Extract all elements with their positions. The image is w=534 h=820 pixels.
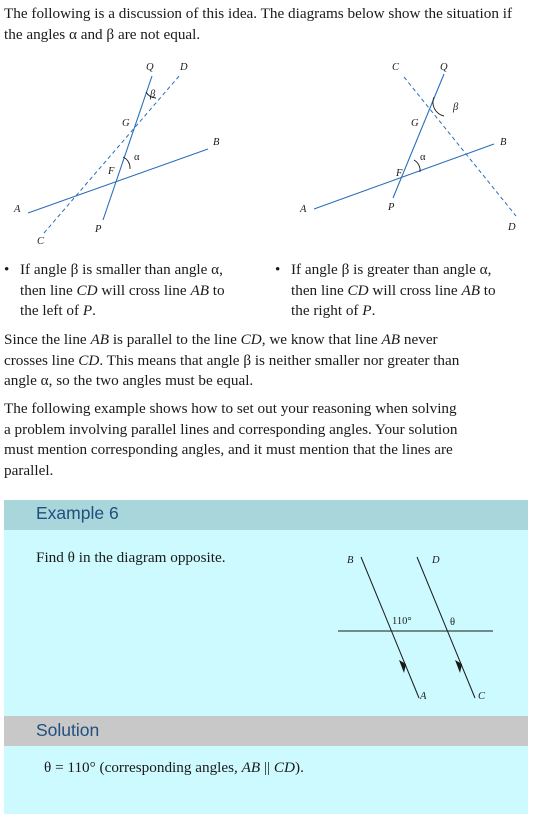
diagram-angles-smaller (0, 54, 262, 254)
solution-title: Solution (36, 720, 100, 740)
example-body (4, 530, 528, 716)
label-alpha: α (134, 152, 140, 163)
line-pq (103, 76, 152, 220)
label-b: B (500, 137, 507, 148)
label-c: C (37, 236, 45, 247)
label-a: A (14, 204, 21, 215)
label-beta: β (453, 102, 459, 113)
bullet-dot: • (275, 261, 281, 278)
bullet-line: If angle β is greater than angle α, (291, 261, 492, 278)
line-ab (28, 149, 208, 213)
label-a: A (420, 691, 427, 702)
solution-header (4, 716, 528, 746)
label-angle-110: 110° (392, 616, 412, 627)
bullet-greater: • If angle β is greater than angle α, then line CD will cross line AB to the right of P. (275, 261, 496, 319)
example-title: Example 6 (36, 503, 119, 523)
solution-text: θ = 110° (corresponding angles, AB || CD). (44, 759, 304, 776)
label-q: Q (440, 62, 448, 73)
label-theta: θ (450, 617, 456, 628)
line-ab (314, 144, 494, 209)
label-c: C (392, 62, 400, 73)
label-c: C (478, 691, 486, 702)
line-ab (361, 557, 419, 698)
bullet-line: If angle β is smaller than angle α, (20, 261, 223, 278)
solution-body (4, 746, 528, 814)
bullet-dot: • (4, 261, 10, 278)
label-g: G (122, 118, 130, 129)
label-beta: β (150, 89, 156, 100)
line-cd (44, 75, 180, 233)
example-question: Find θ in the diagram opposite. (36, 549, 226, 566)
arrow-cd (455, 660, 462, 673)
label-q: Q (146, 62, 154, 73)
diagram-angles-greater (272, 54, 534, 254)
label-p: P (388, 202, 395, 213)
label-p: P (95, 224, 102, 235)
label-f: F (108, 166, 115, 177)
label-f: F (396, 168, 403, 179)
angle-beta-arc (433, 97, 444, 116)
example-diagram (4, 530, 528, 716)
line-pq (393, 74, 444, 198)
arrow-ab (399, 660, 406, 673)
label-d: D (180, 62, 188, 73)
line-cd (417, 557, 475, 698)
label-d: D (432, 555, 440, 566)
intro-paragraph: The following is a discussion of this idea. The diagrams below show the situation if the angles α and β are not equal. (4, 5, 513, 43)
label-a: A (300, 204, 307, 215)
label-alpha: α (420, 152, 426, 163)
reasoning-paragraph: The following example shows how to set out your reasoning when solving a problem involving parallel lines and corresponding angles. Your solution must mention corresponding angles, and it must mention that the lines are parallel. (4, 400, 458, 479)
label-b: B (213, 137, 220, 148)
bullet-smaller: • If angle β is smaller than angle α, then line CD will cross line AB to the left of P. (4, 261, 225, 319)
example-header (4, 500, 528, 530)
parallel-paragraph: Since the line AB is parallel to the line CD, we know that line AB never crosses line CD. This means that angle β is neither smaller nor greater than angle α, so the two angles must be equal. (4, 331, 460, 389)
label-g: G (411, 118, 419, 129)
label-b: B (347, 555, 354, 566)
label-d: D (508, 222, 516, 233)
